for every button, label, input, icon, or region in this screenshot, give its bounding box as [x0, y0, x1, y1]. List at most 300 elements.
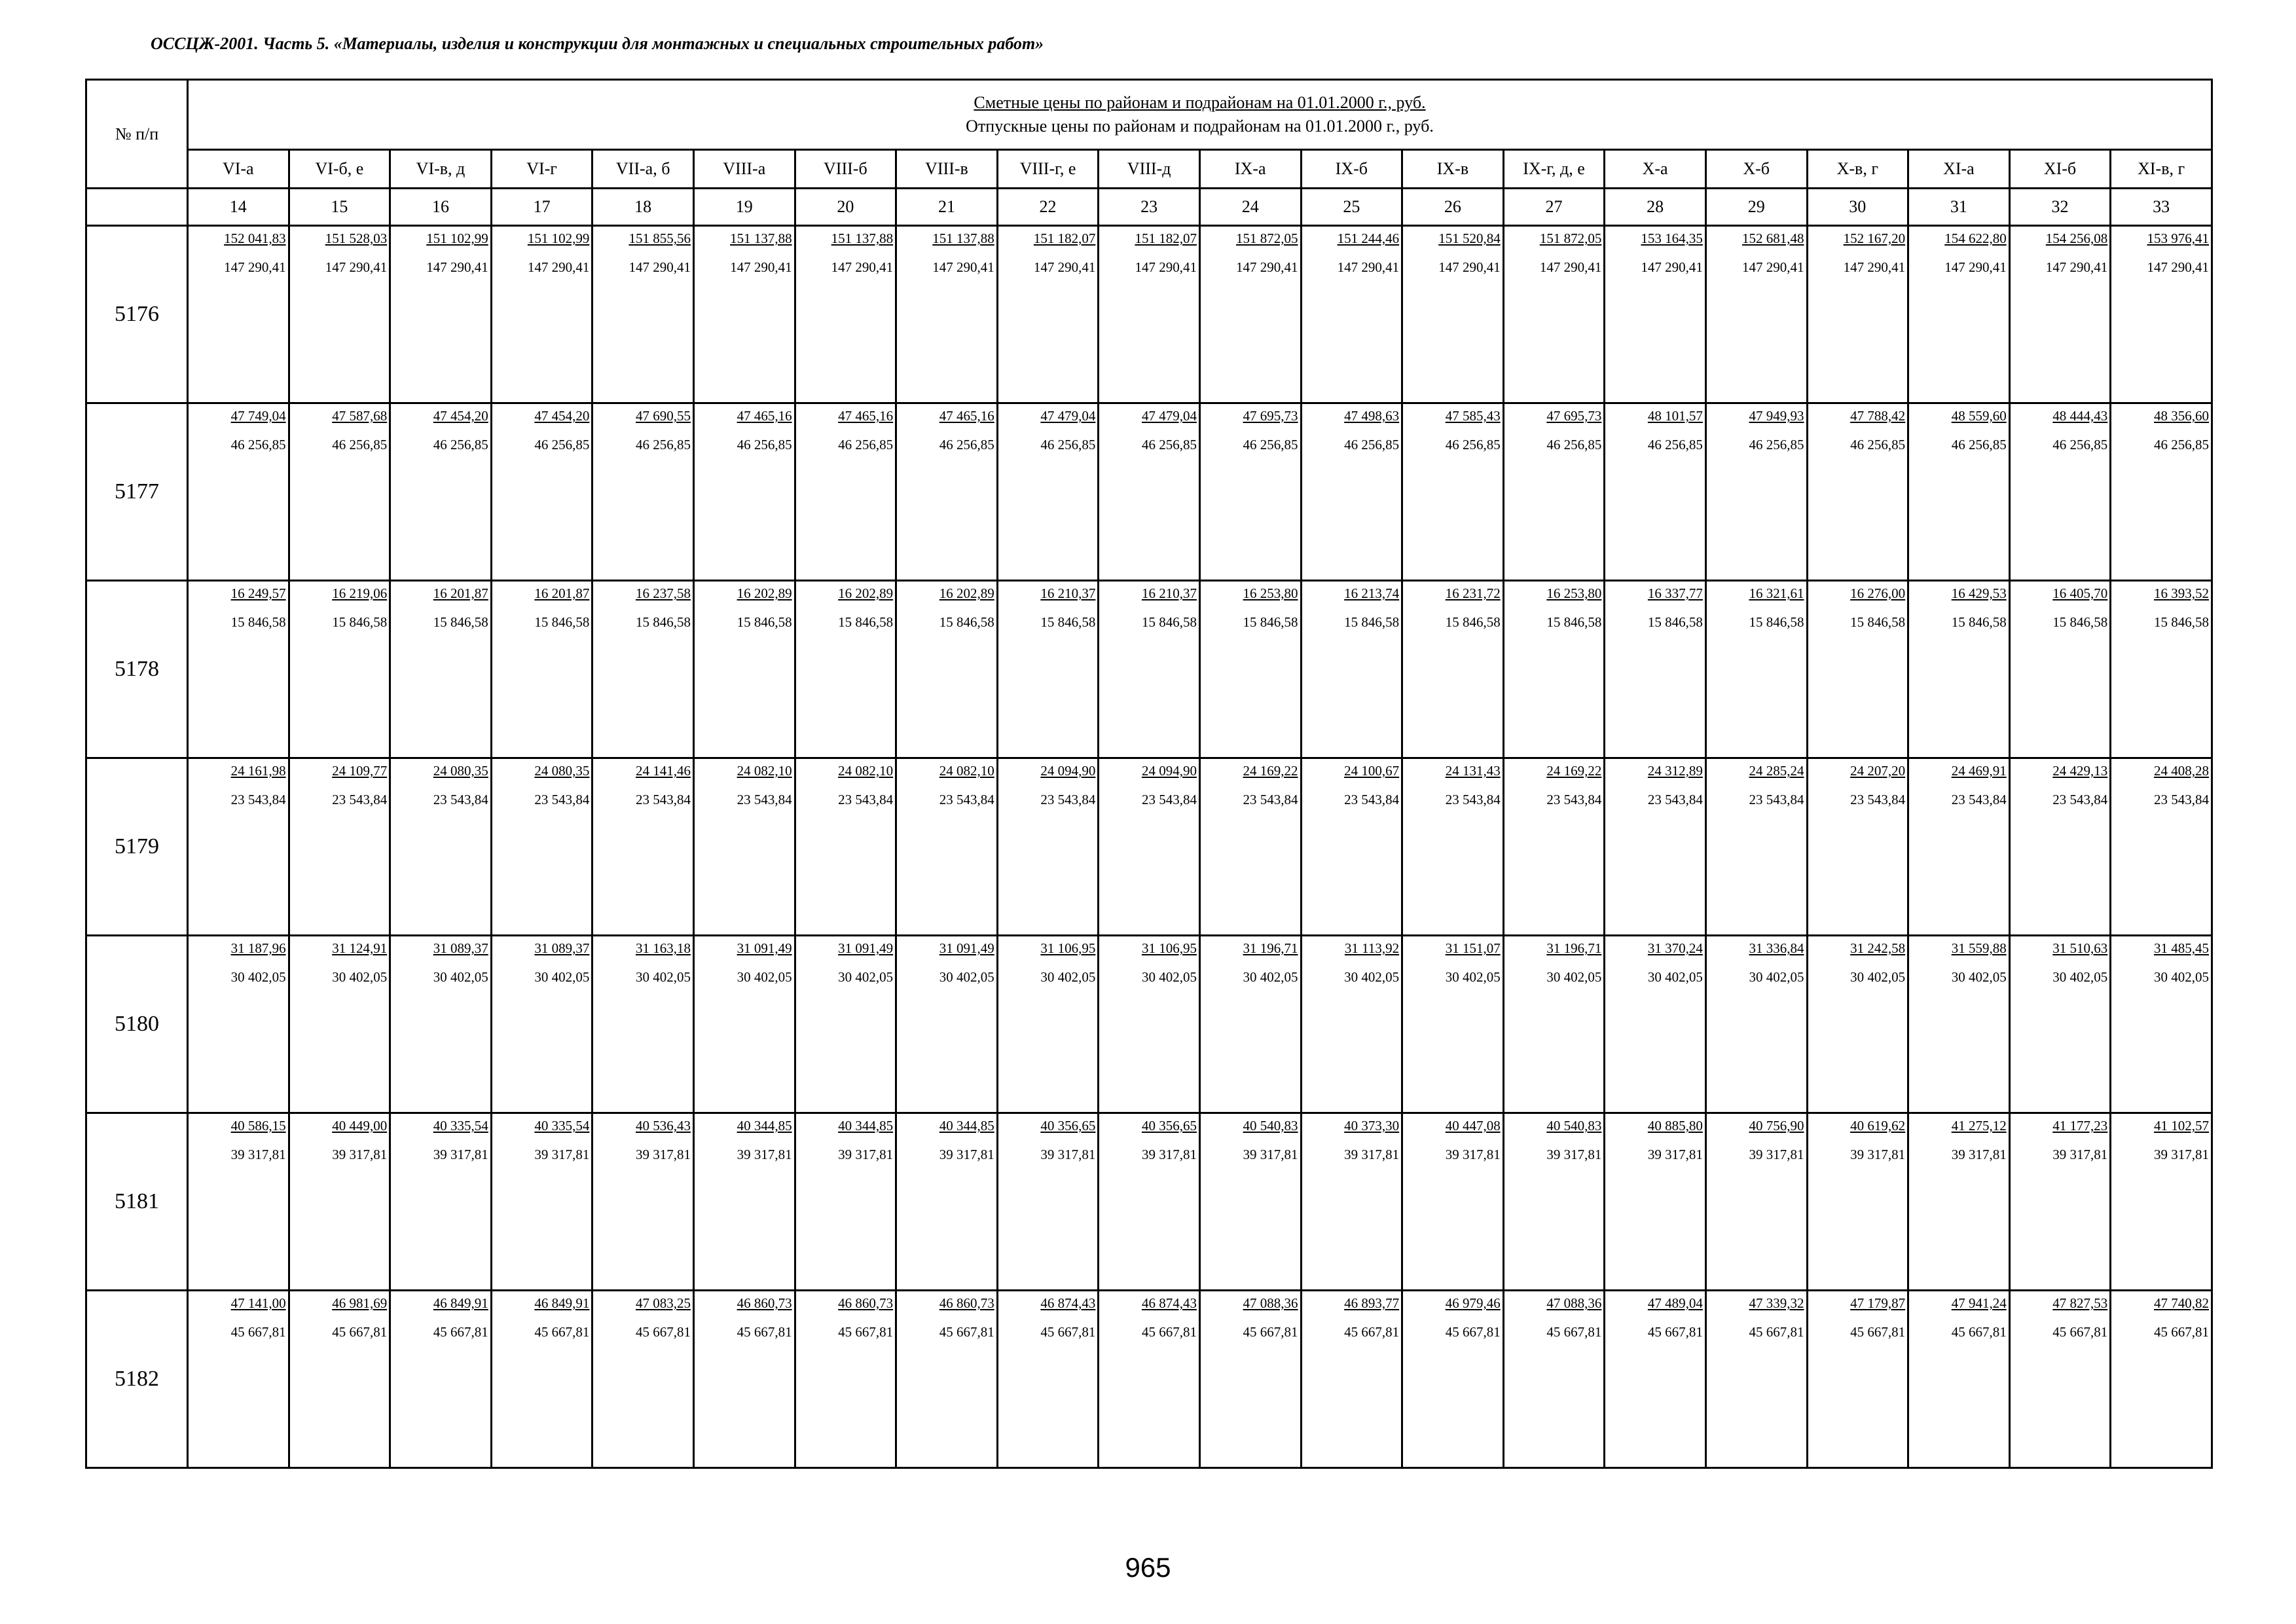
estimate-price: 41 177,23	[2052, 1118, 2108, 1134]
price-cell	[1908, 758, 2010, 936]
price-cell	[997, 936, 1099, 1113]
release-price: 15 846,58	[2052, 614, 2108, 630]
estimate-price: 47 141,00	[230, 1295, 286, 1311]
estimate-price: 31 163,18	[635, 940, 691, 956]
release-price: 15 846,58	[1141, 614, 1197, 630]
release-price: 45 667,81	[1445, 1324, 1501, 1340]
release-price: 39 317,81	[1850, 1147, 1906, 1162]
price-cell	[1402, 936, 1504, 1113]
price-cell	[896, 581, 998, 758]
price-cell	[1503, 403, 1605, 581]
release-price: 15 846,58	[230, 614, 286, 630]
price-cell	[289, 1291, 390, 1468]
release-price: 30 402,05	[2154, 969, 2209, 985]
row-number: 5182	[86, 1291, 188, 1468]
price-cell	[795, 758, 896, 936]
release-price: 30 402,05	[332, 969, 388, 985]
estimate-price: 31 089,37	[534, 940, 590, 956]
release-price: 15 846,58	[838, 614, 894, 630]
estimate-price: 154 256,08	[2045, 231, 2108, 246]
table-row	[86, 226, 2212, 403]
estimate-price: 31 196,71	[1243, 940, 1298, 956]
column-number: 33	[2111, 189, 2212, 226]
column-number: 14	[188, 189, 289, 226]
price-cell	[795, 581, 896, 758]
price-cell	[592, 226, 694, 403]
estimate-price: 40 619,62	[1850, 1118, 1906, 1134]
region-header: VI-а	[188, 150, 289, 189]
release-price: 45 667,81	[433, 1324, 488, 1340]
price-cell	[1705, 1291, 1807, 1468]
release-price: 23 543,84	[1445, 792, 1501, 807]
release-price: 147 290,41	[1033, 259, 1096, 275]
estimate-price: 47 587,68	[332, 408, 388, 424]
estimate-price: 46 893,77	[1344, 1295, 1400, 1311]
price-cell	[693, 936, 795, 1113]
price-cell	[1605, 403, 1706, 581]
release-price: 46 256,85	[838, 437, 894, 452]
price-cell	[1099, 1291, 1200, 1468]
estimate-price: 151 137,88	[831, 231, 894, 246]
price-cell	[1099, 581, 1200, 758]
region-header: VIII-г, е	[997, 150, 1099, 189]
release-price: 46 256,85	[1040, 437, 1096, 452]
estimate-price: 47 941,24	[1951, 1295, 2007, 1311]
price-cell	[1402, 403, 1504, 581]
region-header: VIII-а	[693, 150, 795, 189]
price-cell	[1099, 758, 1200, 936]
price-cell	[390, 226, 492, 403]
estimate-price: 16 219,06	[332, 585, 388, 601]
price-cell	[795, 403, 896, 581]
price-cell	[2009, 226, 2111, 403]
release-price: 46 256,85	[1546, 437, 1602, 452]
estimate-price: 48 101,57	[1647, 408, 1703, 424]
region-header: X-б	[1705, 150, 1807, 189]
estimate-price: 24 080,35	[433, 763, 488, 779]
price-cell	[896, 936, 998, 1113]
release-price: 46 256,85	[1344, 437, 1400, 452]
price-cell	[1301, 936, 1402, 1113]
price-cell	[1705, 1113, 1807, 1291]
estimate-price: 16 276,00	[1850, 585, 1906, 601]
column-number: 18	[592, 189, 694, 226]
estimate-price: 31 089,37	[433, 940, 488, 956]
release-price: 23 543,84	[1141, 792, 1197, 807]
release-price: 147 290,41	[1641, 259, 1703, 275]
price-cell	[693, 581, 795, 758]
estimate-price: 47 465,16	[939, 408, 994, 424]
price-cell	[693, 1113, 795, 1291]
release-price: 23 543,84	[939, 792, 994, 807]
estimate-price: 151 182,07	[1033, 231, 1096, 246]
price-cell	[2111, 1113, 2212, 1291]
estimate-price: 41 275,12	[1951, 1118, 2007, 1134]
estimate-price: 24 285,24	[1749, 763, 1804, 779]
release-price: 15 846,58	[1243, 614, 1298, 630]
estimate-price: 40 885,80	[1647, 1118, 1703, 1134]
estimate-price: 24 094,90	[1141, 763, 1197, 779]
column-number: 22	[997, 189, 1099, 226]
price-cell	[2111, 1291, 2212, 1468]
table-row	[86, 403, 2212, 581]
release-price: 30 402,05	[635, 969, 691, 985]
release-price: 46 256,85	[433, 437, 488, 452]
price-cell	[997, 581, 1099, 758]
estimate-price: 24 169,22	[1243, 763, 1298, 779]
estimate-price: 16 405,70	[2052, 585, 2108, 601]
release-price: 147 290,41	[1135, 259, 1197, 275]
estimate-price: 40 540,83	[1243, 1118, 1298, 1134]
region-header: XI-в, г	[2111, 150, 2212, 189]
estimate-price: 151 855,56	[629, 231, 691, 246]
estimate-price: 47 479,04	[1040, 408, 1096, 424]
release-price: 147 290,41	[1438, 259, 1501, 275]
estimate-price: 31 124,91	[332, 940, 388, 956]
price-cell	[2009, 1291, 2111, 1468]
price-cell	[1503, 758, 1605, 936]
release-price: 39 317,81	[939, 1147, 994, 1162]
estimate-price: 47 740,82	[2154, 1295, 2209, 1311]
price-cell	[1605, 758, 1706, 936]
release-price: 30 402,05	[433, 969, 488, 985]
price-cell	[1301, 758, 1402, 936]
release-price: 39 317,81	[433, 1147, 488, 1162]
region-header: VI-г	[491, 150, 592, 189]
price-cell	[390, 758, 492, 936]
price-cell	[188, 936, 289, 1113]
release-price: 23 543,84	[838, 792, 894, 807]
estimate-price: 151 102,99	[527, 231, 590, 246]
region-header: X-а	[1605, 150, 1706, 189]
estimate-price: 151 244,46	[1337, 231, 1400, 246]
release-price: 46 256,85	[2154, 437, 2209, 452]
estimate-price: 40 335,54	[534, 1118, 590, 1134]
price-cell	[2111, 226, 2212, 403]
release-price: 45 667,81	[939, 1324, 994, 1340]
price-cell	[1301, 403, 1402, 581]
estimate-price: 16 337,77	[1647, 585, 1703, 601]
estimate-price: 46 860,73	[737, 1295, 792, 1311]
price-cell	[592, 758, 694, 936]
column-number: 31	[1908, 189, 2010, 226]
price-cell	[390, 1113, 492, 1291]
price-cell	[1908, 226, 2010, 403]
release-price: 39 317,81	[1951, 1147, 2007, 1162]
release-price: 15 846,58	[1546, 614, 1602, 630]
price-cell	[1605, 1291, 1706, 1468]
estimate-price: 47 083,25	[635, 1295, 691, 1311]
price-cell	[795, 1291, 896, 1468]
release-price: 147 290,41	[1539, 259, 1602, 275]
release-price: 147 290,41	[1944, 259, 2007, 275]
release-price: 15 846,58	[2154, 614, 2209, 630]
release-price: 23 543,84	[1040, 792, 1096, 807]
release-price: 30 402,05	[737, 969, 792, 985]
estimate-price: 24 082,10	[737, 763, 792, 779]
estimate-price: 40 373,30	[1344, 1118, 1400, 1134]
release-price: 39 317,81	[2154, 1147, 2209, 1162]
price-cell	[1807, 758, 1908, 936]
price-cell	[390, 1291, 492, 1468]
price-cell	[1199, 1113, 1301, 1291]
price-cell	[1199, 936, 1301, 1113]
estimate-price: 46 981,69	[332, 1295, 388, 1311]
release-price: 15 846,58	[534, 614, 590, 630]
price-cell	[795, 1113, 896, 1291]
price-cell	[592, 1113, 694, 1291]
release-price: 39 317,81	[1040, 1147, 1096, 1162]
release-price: 39 317,81	[230, 1147, 286, 1162]
estimate-price: 16 237,58	[635, 585, 691, 601]
column-number: 15	[289, 189, 390, 226]
estimate-price: 151 520,84	[1438, 231, 1501, 246]
estimate-price: 16 210,37	[1040, 585, 1096, 601]
release-price: 39 317,81	[1141, 1147, 1197, 1162]
price-cell	[491, 1291, 592, 1468]
region-header: VIII-в	[896, 150, 998, 189]
release-price: 15 846,58	[1445, 614, 1501, 630]
price-cell	[2111, 581, 2212, 758]
column-number-blank	[86, 189, 188, 226]
price-cell	[1807, 1291, 1908, 1468]
estimate-price: 40 356,65	[1040, 1118, 1096, 1134]
price-cell	[795, 936, 896, 1113]
estimate-price: 31 091,49	[939, 940, 994, 956]
release-price: 46 256,85	[1445, 437, 1501, 452]
estimate-price: 151 137,88	[730, 231, 792, 246]
release-price: 30 402,05	[2052, 969, 2108, 985]
release-price: 15 846,58	[635, 614, 691, 630]
release-price: 30 402,05	[1445, 969, 1501, 985]
price-cell	[1908, 936, 2010, 1113]
estimate-price: 24 080,35	[534, 763, 590, 779]
estimate-price: 24 100,67	[1344, 763, 1400, 779]
release-price: 147 290,41	[325, 259, 388, 275]
price-cell	[1807, 226, 1908, 403]
release-price: 39 317,81	[838, 1147, 894, 1162]
release-price: 30 402,05	[534, 969, 590, 985]
release-price: 23 543,84	[1951, 792, 2007, 807]
price-cell	[1402, 226, 1504, 403]
column-number: 27	[1503, 189, 1605, 226]
release-price: 45 667,81	[1951, 1324, 2007, 1340]
estimate-price: 24 082,10	[838, 763, 894, 779]
release-price: 15 846,58	[1850, 614, 1906, 630]
release-price: 30 402,05	[939, 969, 994, 985]
release-price: 23 543,84	[1647, 792, 1703, 807]
price-cell	[693, 758, 795, 936]
release-price: 147 290,41	[932, 259, 994, 275]
estimate-price: 24 169,22	[1546, 763, 1602, 779]
release-price: 45 667,81	[1647, 1324, 1703, 1340]
price-cell	[2009, 758, 2111, 936]
price-cell	[1503, 581, 1605, 758]
release-price: 147 290,41	[1742, 259, 1804, 275]
release-price: 39 317,81	[2052, 1147, 2108, 1162]
column-number: 21	[896, 189, 998, 226]
estimate-price: 47 695,73	[1546, 408, 1602, 424]
release-price: 15 846,58	[1040, 614, 1096, 630]
estimate-price: 46 979,46	[1445, 1295, 1501, 1311]
price-cell	[491, 226, 592, 403]
release-price: 23 543,84	[737, 792, 792, 807]
estimate-price: 24 207,20	[1850, 763, 1906, 779]
price-cell	[1301, 1113, 1402, 1291]
price-table	[85, 79, 2213, 1469]
column-number: 25	[1301, 189, 1402, 226]
price-cell	[1503, 1291, 1605, 1468]
price-cell	[1908, 1113, 2010, 1291]
estimate-price: 31 559,88	[1951, 940, 2007, 956]
row-number: 5178	[86, 581, 188, 758]
estimate-price: 46 849,91	[433, 1295, 488, 1311]
estimate-price: 24 094,90	[1040, 763, 1096, 779]
price-cell	[592, 1291, 694, 1468]
region-row	[86, 150, 2212, 189]
release-price: 46 256,85	[534, 437, 590, 452]
column-number: 17	[491, 189, 592, 226]
estimate-price: 154 622,80	[1944, 231, 2007, 246]
release-price: 15 846,58	[1344, 614, 1400, 630]
price-cell	[795, 226, 896, 403]
running-head: ОССЦЖ-2001. Часть 5. «Материалы, изделия и конструкции для монтажных и специальных строительных работ»	[151, 34, 1044, 53]
estimate-price: 41 102,57	[2154, 1118, 2209, 1134]
release-price: 15 846,58	[1951, 614, 2007, 630]
release-price: 45 667,81	[737, 1324, 792, 1340]
price-cell	[896, 403, 998, 581]
price-cell	[2111, 758, 2212, 936]
estimate-price: 40 449,00	[332, 1118, 388, 1134]
price-cell	[390, 581, 492, 758]
column-number: 26	[1402, 189, 1504, 226]
estimate-price: 40 335,54	[433, 1118, 488, 1134]
release-price: 147 290,41	[629, 259, 691, 275]
estimate-price: 46 860,73	[939, 1295, 994, 1311]
estimate-price: 47 465,16	[838, 408, 894, 424]
estimate-price: 16 202,89	[939, 585, 994, 601]
price-cell	[289, 226, 390, 403]
estimate-price: 24 161,98	[230, 763, 286, 779]
price-cell	[1705, 936, 1807, 1113]
region-header: IX-в	[1402, 150, 1504, 189]
estimate-price: 47 585,43	[1445, 408, 1501, 424]
release-price: 39 317,81	[534, 1147, 590, 1162]
release-price: 147 290,41	[730, 259, 792, 275]
release-price: 23 543,84	[332, 792, 388, 807]
release-price: 46 256,85	[1749, 437, 1804, 452]
release-price: 39 317,81	[635, 1147, 691, 1162]
release-price: 45 667,81	[2052, 1324, 2108, 1340]
table-row	[86, 1113, 2212, 1291]
release-price: 45 667,81	[1546, 1324, 1602, 1340]
price-cell	[1807, 936, 1908, 1113]
price-cell	[592, 936, 694, 1113]
estimate-price: 47 695,73	[1243, 408, 1298, 424]
estimate-price: 47 690,55	[635, 408, 691, 424]
estimate-price: 16 393,52	[2154, 585, 2209, 601]
release-price: 46 256,85	[939, 437, 994, 452]
estimate-price: 47 949,93	[1749, 408, 1804, 424]
estimate-price: 47 454,20	[433, 408, 488, 424]
price-cell	[1908, 403, 2010, 581]
region-header: X-в, г	[1807, 150, 1908, 189]
estimate-price: 40 344,85	[838, 1118, 894, 1134]
release-price: 147 290,41	[831, 259, 894, 275]
estimate-price: 46 860,73	[838, 1295, 894, 1311]
column-number: 32	[2009, 189, 2111, 226]
estimate-price: 16 210,37	[1141, 585, 1197, 601]
row-number: 5176	[86, 226, 188, 403]
release-price: 147 290,41	[527, 259, 590, 275]
release-price: 46 256,85	[1243, 437, 1298, 452]
estimate-price: 40 356,65	[1141, 1118, 1197, 1134]
estimate-price: 31 336,84	[1749, 940, 1804, 956]
release-price: 147 290,41	[224, 259, 286, 275]
price-cell	[592, 403, 694, 581]
release-price: 39 317,81	[1445, 1147, 1501, 1162]
estimate-price: 24 109,77	[332, 763, 388, 779]
estimate-price: 151 102,99	[426, 231, 488, 246]
estimate-price: 47 088,36	[1243, 1295, 1298, 1311]
release-price: 23 543,84	[230, 792, 286, 807]
release-price: 39 317,81	[1243, 1147, 1298, 1162]
estimate-price: 46 849,91	[534, 1295, 590, 1311]
estimate-price: 47 498,63	[1344, 408, 1400, 424]
release-price: 15 846,58	[332, 614, 388, 630]
release-price: 30 402,05	[1951, 969, 2007, 985]
estimate-price: 40 536,43	[635, 1118, 691, 1134]
price-cell	[1605, 581, 1706, 758]
release-price: 147 290,41	[1236, 259, 1298, 275]
estimate-price: 151 182,07	[1135, 231, 1197, 246]
region-header: XI-а	[1908, 150, 2010, 189]
price-cell	[1605, 226, 1706, 403]
price-cell	[2009, 1113, 2111, 1291]
estimate-price: 31 091,49	[737, 940, 792, 956]
estimate-price: 46 874,43	[1040, 1295, 1096, 1311]
price-cell	[188, 758, 289, 936]
estimate-price: 47 088,36	[1546, 1295, 1602, 1311]
release-price: 23 543,84	[1749, 792, 1804, 807]
release-price: 45 667,81	[230, 1324, 286, 1340]
estimate-price: 152 167,20	[1843, 231, 1906, 246]
price-cell	[1199, 581, 1301, 758]
column-number: 28	[1605, 189, 1706, 226]
estimate-price: 16 253,80	[1546, 585, 1602, 601]
estimate-price: 40 447,08	[1445, 1118, 1501, 1134]
estimate-price: 24 131,43	[1445, 763, 1501, 779]
column-number: 24	[1199, 189, 1301, 226]
release-price: 23 543,84	[2154, 792, 2209, 807]
release-price: 39 317,81	[1546, 1147, 1602, 1162]
estimate-price: 16 253,80	[1243, 585, 1298, 601]
price-cell	[1099, 226, 1200, 403]
estimate-price: 48 356,60	[2154, 408, 2209, 424]
price-cell	[1605, 936, 1706, 1113]
estimate-price: 47 788,42	[1850, 408, 1906, 424]
price-cell	[693, 1291, 795, 1468]
estimate-price: 24 469,91	[1951, 763, 2007, 779]
price-cell	[2009, 581, 2111, 758]
price-cell	[1301, 1291, 1402, 1468]
release-price: 45 667,81	[332, 1324, 388, 1340]
price-cell	[896, 1291, 998, 1468]
table-row	[86, 581, 2212, 758]
release-price: 147 290,41	[1337, 259, 1400, 275]
price-cell	[491, 1113, 592, 1291]
release-price: 39 317,81	[737, 1147, 792, 1162]
